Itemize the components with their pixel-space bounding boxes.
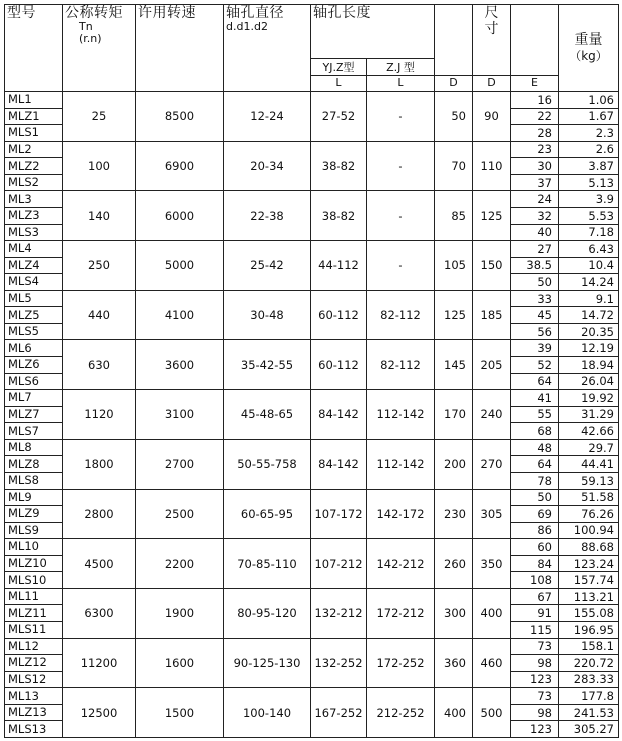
- model-cell: ML10: [5, 539, 63, 556]
- length-zj-cell: 112-142: [367, 439, 435, 489]
- length-zj-cell: 142-172: [367, 489, 435, 539]
- dim-e-cell: 45: [511, 307, 559, 324]
- header-diameter: 轴孔直径 d.d1.d2: [224, 5, 311, 92]
- torque-cell: 100: [63, 141, 136, 191]
- weight-cell: 59.13: [559, 472, 619, 489]
- dim-d1-cell: 260: [435, 539, 473, 589]
- dim-e-cell: 67: [511, 588, 559, 605]
- dim-d2-cell: 205: [473, 340, 511, 390]
- torque-cell: 6300: [63, 588, 136, 638]
- speed-cell: 1900: [136, 588, 224, 638]
- dim-e-cell: 98: [511, 704, 559, 721]
- weight-cell: 123.24: [559, 555, 619, 572]
- dim-d1-cell: 300: [435, 588, 473, 638]
- table-row: [5, 539, 619, 556]
- dim-d1-cell: 170: [435, 390, 473, 440]
- length-yjz-cell: 27-52: [311, 92, 367, 142]
- dim-e-cell: 40: [511, 224, 559, 241]
- dim-e-cell: 23: [511, 141, 559, 158]
- torque-cell: 1800: [63, 439, 136, 489]
- speed-cell: 5000: [136, 241, 224, 291]
- model-cell: MLZ7: [5, 406, 63, 423]
- dim-d1-cell: 70: [435, 141, 473, 191]
- dim-d1-cell: 125: [435, 290, 473, 340]
- torque-cell: 440: [63, 290, 136, 340]
- table-row: [5, 340, 619, 357]
- length-yjz-cell: 60-112: [311, 290, 367, 340]
- weight-cell: 157.74: [559, 572, 619, 589]
- dim-e-cell: 22: [511, 108, 559, 125]
- weight-cell: 3.87: [559, 158, 619, 175]
- dim-d2-cell: 150: [473, 241, 511, 291]
- table-row: [5, 588, 619, 605]
- weight-cell: 44.41: [559, 456, 619, 473]
- header-model: 型号: [5, 5, 63, 92]
- model-cell: ML2: [5, 141, 63, 158]
- dim-d1-cell: 105: [435, 241, 473, 291]
- length-zj-cell: -: [367, 92, 435, 142]
- length-yjz-cell: 84-142: [311, 390, 367, 440]
- length-zj-cell: -: [367, 191, 435, 241]
- dim-e-cell: 115: [511, 622, 559, 639]
- header-torque: 公称转矩 Tn (r.n): [63, 5, 136, 92]
- model-cell: MLS2: [5, 174, 63, 191]
- table-row: [5, 638, 619, 655]
- dim-e-cell: 30: [511, 158, 559, 175]
- length-yjz-cell: 132-252: [311, 638, 367, 688]
- torque-cell: 25: [63, 92, 136, 142]
- diameter-cell: 60-65-95: [224, 489, 311, 539]
- model-cell: MLS13: [5, 721, 63, 738]
- table-row: [5, 489, 619, 506]
- weight-cell: 26.04: [559, 373, 619, 390]
- model-cell: ML9: [5, 489, 63, 506]
- dim-d2-cell: 460: [473, 638, 511, 688]
- speed-cell: 3600: [136, 340, 224, 390]
- dim-d1-cell: 50: [435, 92, 473, 142]
- weight-cell: 283.33: [559, 671, 619, 688]
- model-cell: MLS8: [5, 472, 63, 489]
- model-cell: MLZ6: [5, 357, 63, 374]
- dim-d1-cell: 85: [435, 191, 473, 241]
- diameter-cell: 45-48-65: [224, 390, 311, 440]
- dim-d2-cell: 125: [473, 191, 511, 241]
- dim-e-cell: 69: [511, 506, 559, 523]
- weight-cell: 100.94: [559, 522, 619, 539]
- diameter-cell: 20-34: [224, 141, 311, 191]
- weight-cell: 19.92: [559, 390, 619, 407]
- model-cell: MLZ2: [5, 158, 63, 175]
- speed-cell: 6000: [136, 191, 224, 241]
- length-zj-cell: 142-212: [367, 539, 435, 589]
- model-cell: MLZ11: [5, 605, 63, 622]
- dim-e-cell: 27: [511, 241, 559, 258]
- header-type-zj: Z.J 型: [367, 59, 435, 76]
- dim-e-cell: 41: [511, 390, 559, 407]
- model-cell: MLS4: [5, 274, 63, 291]
- torque-cell: 250: [63, 241, 136, 291]
- header-d1: D: [435, 76, 473, 92]
- dim-e-cell: 86: [511, 522, 559, 539]
- weight-cell: 113.21: [559, 588, 619, 605]
- diameter-cell: 50-55-758: [224, 439, 311, 489]
- model-cell: ML12: [5, 638, 63, 655]
- dim-e-cell: 16: [511, 92, 559, 109]
- length-yjz-cell: 38-82: [311, 191, 367, 241]
- dim-d1-cell: 360: [435, 638, 473, 688]
- dim-d2-cell: 500: [473, 688, 511, 738]
- diameter-cell: 30-48: [224, 290, 311, 340]
- model-cell: ML5: [5, 290, 63, 307]
- dim-e-cell: 98: [511, 655, 559, 672]
- model-cell: MLS11: [5, 622, 63, 639]
- model-cell: ML8: [5, 439, 63, 456]
- length-yjz-cell: 84-142: [311, 439, 367, 489]
- table-row: [5, 439, 619, 456]
- dim-d1-cell: 400: [435, 688, 473, 738]
- model-cell: MLS10: [5, 572, 63, 589]
- torque-cell: 2800: [63, 489, 136, 539]
- dim-e-cell: 32: [511, 207, 559, 224]
- weight-cell: 51.58: [559, 489, 619, 506]
- model-cell: MLZ4: [5, 257, 63, 274]
- weight-cell: 220.72: [559, 655, 619, 672]
- header-length: 轴孔长度: [311, 5, 435, 59]
- model-cell: ML13: [5, 688, 63, 705]
- dim-d2-cell: 90: [473, 92, 511, 142]
- dim-d1-cell: 230: [435, 489, 473, 539]
- weight-cell: 3.9: [559, 191, 619, 208]
- weight-cell: 177.8: [559, 688, 619, 705]
- model-cell: ML3: [5, 191, 63, 208]
- dim-e-cell: 64: [511, 456, 559, 473]
- dim-e-cell: 28: [511, 125, 559, 142]
- weight-cell: 14.72: [559, 307, 619, 324]
- diameter-cell: 90-125-130: [224, 638, 311, 688]
- weight-cell: 5.13: [559, 174, 619, 191]
- dim-e-cell: 33: [511, 290, 559, 307]
- model-cell: MLZ10: [5, 555, 63, 572]
- length-zj-cell: -: [367, 141, 435, 191]
- diameter-cell: 80-95-120: [224, 588, 311, 638]
- length-zj-cell: 112-142: [367, 390, 435, 440]
- weight-cell: 10.4: [559, 257, 619, 274]
- length-zj-cell: 172-252: [367, 638, 435, 688]
- model-cell: MLS12: [5, 671, 63, 688]
- dim-e-cell: 50: [511, 274, 559, 291]
- length-zj-cell: 82-112: [367, 340, 435, 390]
- weight-cell: 9.1: [559, 290, 619, 307]
- length-yjz-cell: 60-112: [311, 340, 367, 390]
- torque-cell: 1120: [63, 390, 136, 440]
- weight-cell: 241.53: [559, 704, 619, 721]
- diameter-cell: 12-24: [224, 92, 311, 142]
- dim-e-cell: 78: [511, 472, 559, 489]
- model-cell: MLZ1: [5, 108, 63, 125]
- dim-d2-cell: 305: [473, 489, 511, 539]
- table-row: [5, 92, 619, 109]
- length-zj-cell: 212-252: [367, 688, 435, 738]
- dim-e-cell: 123: [511, 721, 559, 738]
- dim-e-cell: 24: [511, 191, 559, 208]
- model-cell: MLZ12: [5, 655, 63, 672]
- speed-cell: 4100: [136, 290, 224, 340]
- dim-e-cell: 73: [511, 688, 559, 705]
- weight-cell: 88.68: [559, 539, 619, 556]
- dim-d2-cell: 110: [473, 141, 511, 191]
- dim-e-cell: 39: [511, 340, 559, 357]
- weight-cell: 158.1: [559, 638, 619, 655]
- weight-cell: 7.18: [559, 224, 619, 241]
- length-zj-cell: 82-112: [367, 290, 435, 340]
- header-l1: L: [311, 76, 367, 92]
- weight-cell: 20.35: [559, 323, 619, 340]
- speed-cell: 2200: [136, 539, 224, 589]
- dim-e-cell: 123: [511, 671, 559, 688]
- dim-e-cell: 38.5: [511, 257, 559, 274]
- speed-cell: 1500: [136, 688, 224, 738]
- dim-d2-cell: 240: [473, 390, 511, 440]
- weight-cell: 12.19: [559, 340, 619, 357]
- dim-e-cell: 56: [511, 323, 559, 340]
- speed-cell: 1600: [136, 638, 224, 688]
- dim-e-cell: 108: [511, 572, 559, 589]
- weight-cell: 76.26: [559, 506, 619, 523]
- length-zj-cell: -: [367, 241, 435, 291]
- torque-cell: 140: [63, 191, 136, 241]
- weight-cell: 1.06: [559, 92, 619, 109]
- weight-cell: 155.08: [559, 605, 619, 622]
- table-row: [5, 141, 619, 158]
- diameter-cell: 100-140: [224, 688, 311, 738]
- dim-e-cell: 68: [511, 423, 559, 440]
- model-cell: MLS7: [5, 423, 63, 440]
- model-cell: MLS5: [5, 323, 63, 340]
- speed-cell: 6900: [136, 141, 224, 191]
- speed-cell: 2500: [136, 489, 224, 539]
- dim-e-cell: 55: [511, 406, 559, 423]
- torque-cell: 11200: [63, 638, 136, 688]
- weight-cell: 196.95: [559, 622, 619, 639]
- header-type-yjz: YJ.Z型: [311, 59, 367, 76]
- weight-cell: 6.43: [559, 241, 619, 258]
- length-yjz-cell: 167-252: [311, 688, 367, 738]
- dim-e-cell: 64: [511, 373, 559, 390]
- header-blank-e: [511, 5, 559, 76]
- dim-d2-cell: 400: [473, 588, 511, 638]
- dim-d2-cell: 350: [473, 539, 511, 589]
- weight-cell: 31.29: [559, 406, 619, 423]
- table-row: [5, 191, 619, 208]
- diameter-cell: 22-38: [224, 191, 311, 241]
- header-weight: 重量 （kg）: [559, 5, 619, 92]
- weight-cell: 305.27: [559, 721, 619, 738]
- table-row: [5, 290, 619, 307]
- torque-cell: 630: [63, 340, 136, 390]
- model-cell: MLS3: [5, 224, 63, 241]
- model-cell: ML4: [5, 241, 63, 258]
- header-speed: 许用转速: [136, 5, 224, 92]
- model-cell: MLZ9: [5, 506, 63, 523]
- weight-cell: 1.67: [559, 108, 619, 125]
- header-e: E: [511, 76, 559, 92]
- weight-cell: 29.7: [559, 439, 619, 456]
- model-cell: MLZ5: [5, 307, 63, 324]
- table-row: [5, 241, 619, 258]
- dim-e-cell: 60: [511, 539, 559, 556]
- weight-cell: 14.24: [559, 274, 619, 291]
- table-row: [5, 688, 619, 705]
- diameter-cell: 25-42: [224, 241, 311, 291]
- dim-e-cell: 84: [511, 555, 559, 572]
- dim-e-cell: 91: [511, 605, 559, 622]
- dim-e-cell: 48: [511, 439, 559, 456]
- speed-cell: 3100: [136, 390, 224, 440]
- speed-cell: 2700: [136, 439, 224, 489]
- length-yjz-cell: 44-112: [311, 241, 367, 291]
- model-cell: MLZ13: [5, 704, 63, 721]
- dim-d1-cell: 145: [435, 340, 473, 390]
- dim-e-cell: 50: [511, 489, 559, 506]
- dim-e-cell: 52: [511, 357, 559, 374]
- model-cell: MLZ3: [5, 207, 63, 224]
- table-row: [5, 390, 619, 407]
- model-cell: ML6: [5, 340, 63, 357]
- torque-cell: 4500: [63, 539, 136, 589]
- torque-cell: 12500: [63, 688, 136, 738]
- model-cell: MLZ8: [5, 456, 63, 473]
- model-cell: ML11: [5, 588, 63, 605]
- dim-e-cell: 37: [511, 174, 559, 191]
- diameter-cell: 70-85-110: [224, 539, 311, 589]
- length-zj-cell: 172-212: [367, 588, 435, 638]
- model-cell: ML7: [5, 390, 63, 407]
- header-d2: D: [473, 76, 511, 92]
- table-body: [5, 92, 619, 738]
- coupling-spec-table: [4, 4, 619, 738]
- length-yjz-cell: 38-82: [311, 141, 367, 191]
- weight-cell: 2.6: [559, 141, 619, 158]
- dim-e-cell: 73: [511, 638, 559, 655]
- model-cell: ML1: [5, 92, 63, 109]
- weight-cell: 5.53: [559, 207, 619, 224]
- dim-d2-cell: 270: [473, 439, 511, 489]
- weight-cell: 18.94: [559, 357, 619, 374]
- dim-d2-cell: 185: [473, 290, 511, 340]
- model-cell: MLS1: [5, 125, 63, 142]
- model-cell: MLS6: [5, 373, 63, 390]
- weight-cell: 2.3: [559, 125, 619, 142]
- header-size: 尺 寸: [473, 5, 511, 76]
- length-yjz-cell: 107-212: [311, 539, 367, 589]
- dim-d1-cell: 200: [435, 439, 473, 489]
- header-blank: [435, 5, 473, 76]
- length-yjz-cell: 132-212: [311, 588, 367, 638]
- length-yjz-cell: 107-172: [311, 489, 367, 539]
- model-cell: MLS9: [5, 522, 63, 539]
- speed-cell: 8500: [136, 92, 224, 142]
- diameter-cell: 35-42-55: [224, 340, 311, 390]
- weight-cell: 42.66: [559, 423, 619, 440]
- header-l2: L: [367, 76, 435, 92]
